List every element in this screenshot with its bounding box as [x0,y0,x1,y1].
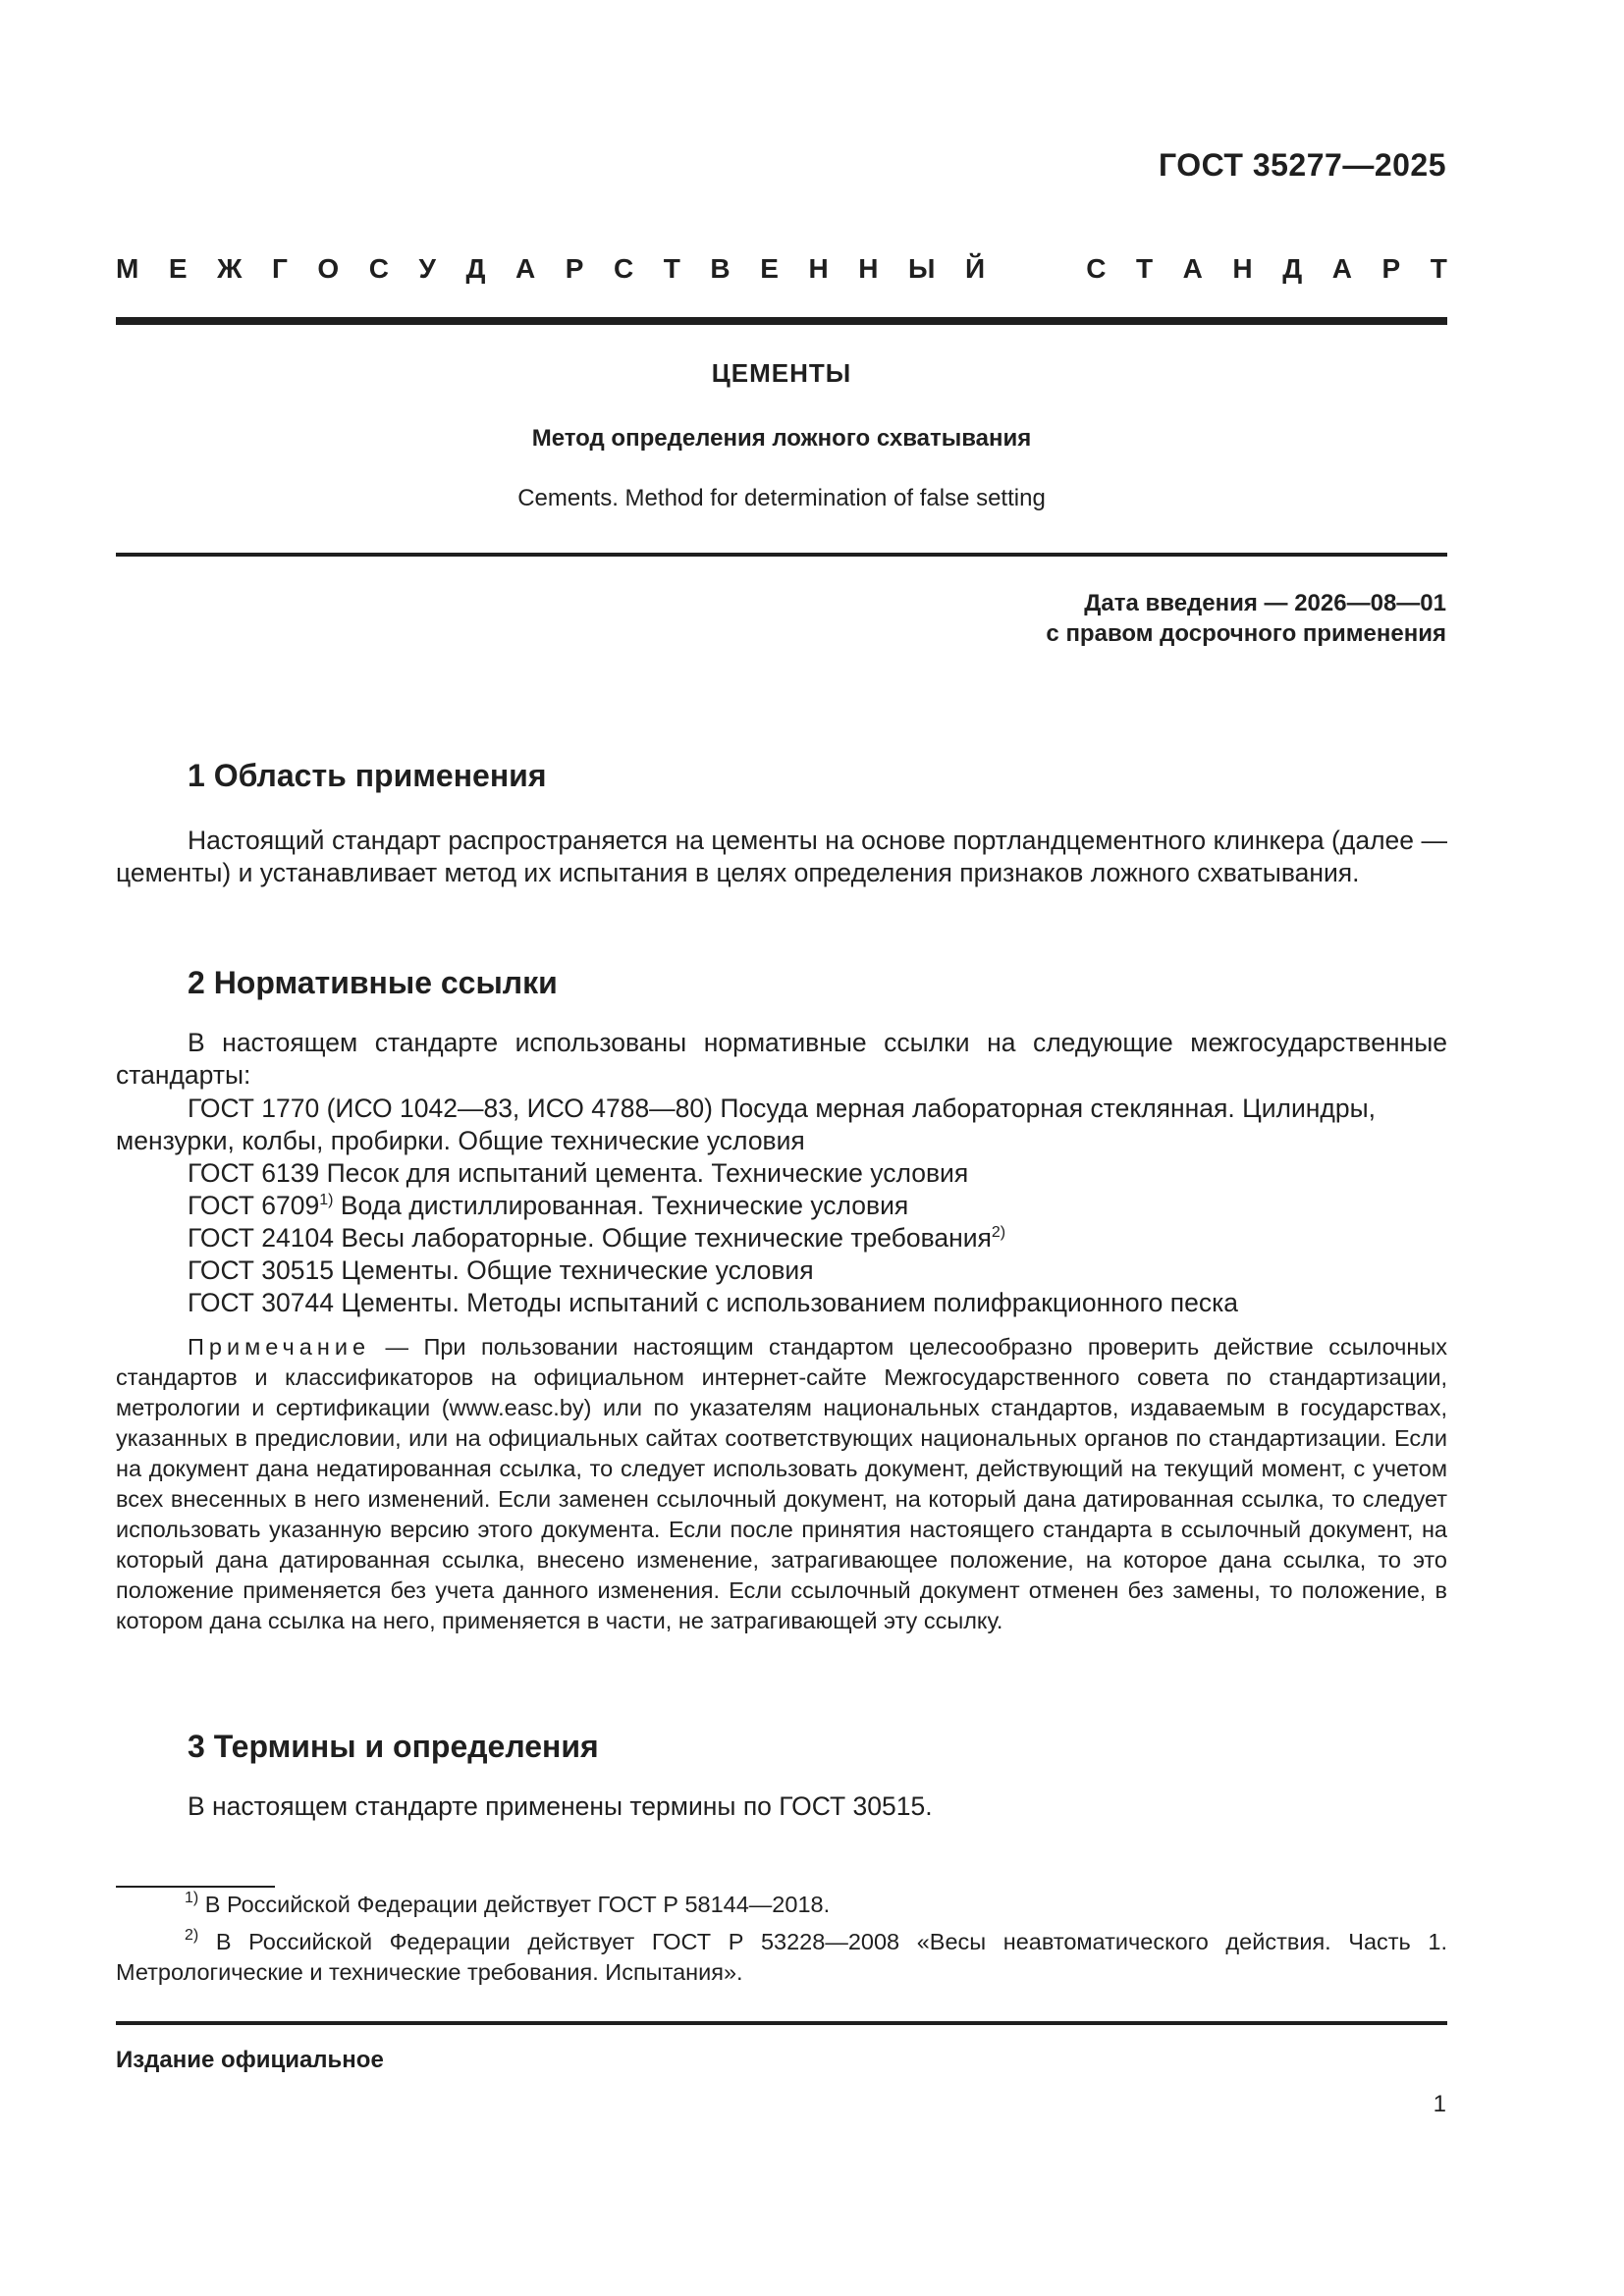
banner-letter: Р [565,253,584,284]
english-title: Cements. Method for determination of false setting [517,485,1046,511]
reference-gost-6709 [116,1190,1519,1222]
banner-letter: У [418,253,436,284]
reference-gost-6139: ГОСТ 6139 Песок для испытаний цемента. Технические условия [188,1158,969,1188]
ref-title: ГОСТ 24104 Весы лабораторные. Общие технические требования [188,1223,992,1253]
banner-letter: В [710,253,731,284]
banner-letter: Й [964,253,986,284]
banner-letter: А [514,253,536,284]
reference-gost-24104 [116,1222,1519,1255]
footnote-mark-1: 1) [319,1192,334,1208]
document-title: ЦЕМЕНТЫ [711,358,852,388]
banner-letter: Ж [217,253,243,284]
banner-letter: Е [760,253,779,284]
banner-letter: С [613,253,634,284]
footnote-rule [116,1886,275,1888]
banner-letter: А [1331,253,1352,284]
page-number: 1 [1433,2091,1446,2117]
reference-gost-30744: ГОСТ 30744 Цементы. Методы испытаний с использованием полифракционного песка [188,1288,1239,1317]
banner-letter: Е [168,253,188,284]
section-1-text: Настоящий стандарт распространяется на цементы на основе портландцементного клинкера (далее — цементы) и устанавливает метод их испытания в целях определения признаков ложного схватывания. [116,826,1447,887]
reference-gost-30515: ГОСТ 30515 Цементы. Общие технические условия [188,1255,814,1285]
note-text: — При пользовании настоящим стандартом целесообразно проверить действие ссылочных стандартов и классификаторов на официальном интернет-сайте Межгосударственного совета по стандартизации, метрологии и сертификации (www.easc.by) или по указателям национальных стандартов, издаваемым в государствах, указанных в предисловии, или на официальных сайтах соответствующих национальных органов по стандартизации. Если на документ дана недатированная ссылка, то следует использовать документ, действующий на текущий момент, с учетом всех внесенных в него изменений. Если заменен ссылочный документ, на который дана датированная ссылка, то следует использовать указанную версию этого документа. Если после принятия настоящего стандарта в ссылочный документ, на который дана датированная ссылка, внесено изменение, затрагивающее положение, на которое дана ссылка, то это положение применяется без учета данного изменения. Если ссылочный документ отменен без замены, то положение, в котором дана ссылка на него, применяется в части, не затрагивающей эту ссылку. [116,1334,1447,1633]
banner-gap [1015,253,1056,285]
footnote-1-mark: 1) [185,1890,199,1906]
header-rule [116,317,1447,325]
footnote-2-text: В Российской Федерации действует ГОСТ Р 53228—2008 «Весы неавтоматического действия. Часть 1. Метрологические и технические требования. Испытания». [116,1929,1447,1985]
section-3-text: В настоящем стандарте применены термины по ГОСТ 30515. [188,1791,933,1821]
ref-code: ГОСТ 6709 [188,1191,320,1220]
banner-letter: А [1182,253,1203,284]
document-subtitle: Метод определения ложного схватывания [531,425,1032,452]
banner-letter: Н [858,253,879,284]
footer-rule [116,2021,1447,2025]
section-3-heading: 3 Термины и определения [188,1729,599,1764]
reference-gost-1770: ГОСТ 1770 (ИСО 1042—83, ИСО 4788—80) Посуда мерная лабораторная стеклянная. Цилиндры, [188,1094,1377,1123]
section-2-heading: 2 Нормативные ссылки [188,965,558,1000]
note-label: Примечание [188,1334,371,1360]
banner-letter: О [317,253,340,284]
note-block [116,1332,1447,1636]
banner-letter: Т [1135,253,1154,284]
footnote-mark-2: 2) [991,1224,1006,1241]
banner-letter: Н [808,253,829,284]
ref-title: Вода дистиллированная. Технические условия [333,1191,909,1220]
standard-banner [116,253,1447,285]
banner-letter: Ы [908,253,936,284]
footnote-1-text: В Российской Федерации действует ГОСТ Р 58144—2018. [198,1892,831,1917]
section-1-heading: 1 Область применения [188,758,547,793]
footnote-2-mark: 2) [185,1927,199,1944]
banner-letter: М [116,253,139,284]
banner-letter: Н [1232,253,1253,284]
footnote-2 [116,1927,1447,1988]
banner-letter: Д [465,253,486,284]
banner-letter: Г [271,253,288,284]
gost-number: ГОСТ 35277—2025 [1158,147,1446,183]
edition-label: Издание официальное [116,2047,384,2073]
early-application-line: с правом досрочного применения [1046,620,1446,647]
banner-letter: С [1086,253,1107,284]
banner-letter: Р [1381,253,1401,284]
banner-letter: Д [1282,253,1303,284]
date-line: Дата введения — 2026—08—01 [1084,590,1446,616]
introduction-date [1046,588,1446,649]
banner-letter: Т [1430,253,1447,284]
title-rule [116,553,1447,557]
reference-gost-1770-cont: мензурки, колбы, пробирки. Общие технические условия [116,1126,805,1155]
banner-letter: С [368,253,389,284]
footnote-1 [116,1890,1447,1920]
section-2-intro: В настоящем стандарте использованы нормативные ссылки на следующие межгосударственные стандарты: [116,1028,1447,1090]
banner-letter: Т [663,253,680,284]
